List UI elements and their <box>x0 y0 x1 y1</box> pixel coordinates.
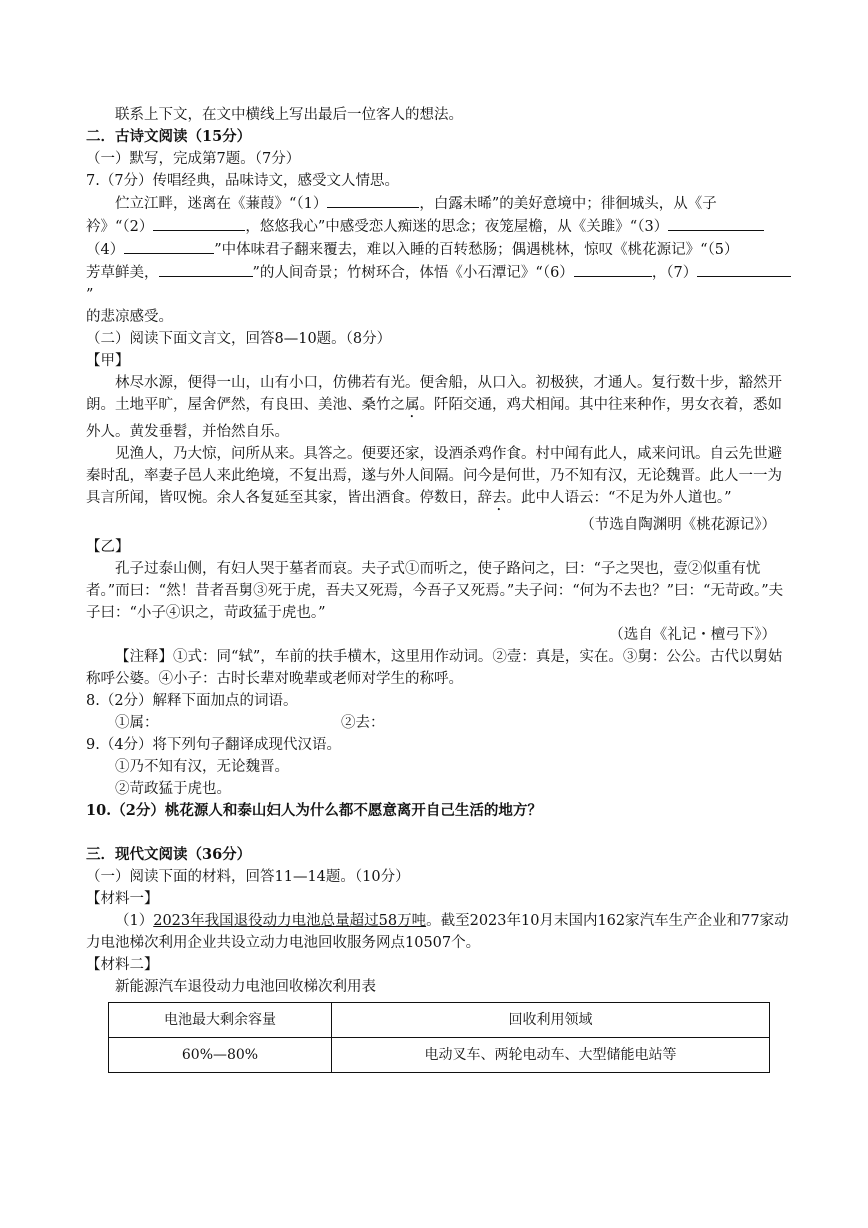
subsection-2-2: （二）阅读下面文言文，回答8—10题。（8分） <box>86 331 392 347</box>
section-3-heading: 三．现代文阅读（36分） <box>86 846 252 863</box>
section-2-heading: 二．古诗文阅读（15分） <box>86 128 252 145</box>
question-7-body: 伫立江畔，迷离在《蒹葭》“（1） ，白露未晞”的美好意境中；徘徊城头，从《子 衿》“（2） ，悠悠我心”中感受恋人痴迷的思念；夜笼屋檐，从《关雎》“（3） （4） ”中体味君子翻来覆去，难以入睡的百转愁肠；偶遇桃林，惊叹《桃花源记》“（5） 芳草鲜美， ”的人间奇景；竹树环合，体悟《小石潭记》“（6） ，（7）” 的悲凉感受。 <box>86 192 792 328</box>
passage-jia-p2: 见渔人，乃大惊，问所从来。具答之。便要还家，设酒杀鸡作食。村中闻有此人，咸来问讯。自云先世避秦时乱，率妻子邑人来此绝境，不复出焉，遂与外人间隔。问今是何世，乃不知有汉，无论魏晋。此人一一为具言所闻，皆叹惋。余人各复延至其家，皆出酒食。停数日，辞去。此中人语云：“不足为外人道也。” <box>86 446 782 506</box>
question-7-title: 7.（7分）传唱经典，品味诗文，感受文人情思。 <box>86 173 400 189</box>
blank-5[interactable] <box>159 261 253 277</box>
table-title: 新能源汽车退役动力电池回收梯次利用表 <box>115 979 376 995</box>
passage-yi-text: 孔子过泰山侧，有妇人哭于墓者而哀。夫子式①而听之，使子路问之，曰：“子之哭也，壹②似重有忧者。”而曰：“然！昔者吾舅③死于虎，吾夫又死焉，今吾子又死焉。”夫子问：“何为不去也？”曰：“无苛政。”夫子曰：“小子④识之，苛政猛于虎也。” <box>86 561 784 621</box>
table-header-row <box>109 1003 770 1038</box>
subsection-3-1: （一）阅读下面的材料，回答11—14题。（10分） <box>86 869 410 885</box>
material-1-text: （1）2023年我国退役动力电池总量超过58万吨。截至2023年10月末国内162家汽车生产企业和77家动力电池梯次利用企业共设立动力电池回收服务网点10507个。 <box>86 913 789 951</box>
table-cell: 60%—80% <box>109 1038 332 1073</box>
battery-table <box>108 1002 770 1073</box>
material-2-label: 【材料二】 <box>86 957 159 973</box>
passage-yi-source: （选自《礼记・檀弓下》） <box>609 627 776 643</box>
table-row <box>109 1038 770 1073</box>
dotted-word-qu: 去 <box>492 490 507 506</box>
blank-1[interactable] <box>327 192 419 208</box>
passage-yi-label: 【乙】 <box>86 539 130 555</box>
question-9: 9.（4分）将下列句子翻译成现代汉语。 <box>86 737 342 753</box>
material-1-label: 【材料一】 <box>86 891 159 907</box>
blank-7[interactable] <box>697 261 791 277</box>
table-header-capacity: 电池最大剩余容量 <box>109 1003 332 1038</box>
annotations: 【注释】①式：同“轼”，车前的扶手横木，这里用作动词。②壹：真是，实在。③舅：公公。古代以舅姑称呼公婆。④小子：古时长辈对晚辈或老师对学生的称呼。 <box>86 649 783 687</box>
question-8-items: ①属： ②去： <box>115 715 385 731</box>
exam-page <box>86 104 792 1073</box>
table-cell: 电动叉车、两轮电动车、大型储能电站等 <box>332 1038 770 1073</box>
passage-jia-label: 【甲】 <box>86 353 130 369</box>
question-8: 8.（2分）解释下面加点的词语。 <box>86 693 298 709</box>
intro-line: 联系上下文，在文中横线上写出最后一位客人的想法。 <box>115 107 463 123</box>
subsection-2-1: （一）默写，完成第7题。（7分） <box>86 151 301 167</box>
blank-6[interactable] <box>574 261 652 277</box>
dotted-word-shu: 属 <box>405 397 420 413</box>
question-10: 10.（2分）桃花源人和泰山妇人为什么都不愿意离开自己生活的地方？ <box>86 802 542 819</box>
blank-3[interactable] <box>668 215 764 231</box>
blank-2[interactable] <box>153 215 245 231</box>
passage-jia-p1: 林尽水源，便得一山，山有小口，仿佛若有光。便舍船，从口入。初极狭，才通人。复行数十步，豁然开朗。土地平旷，屋舍俨然，有良田、美池、桑竹之属。阡陌交通，鸡犬相闻。其中往来种作，男女衣着，悉如外人。黄发垂髫，并怡然自乐。 <box>86 375 782 440</box>
passage-jia-source: （节选自陶渊明《桃花源记》） <box>580 517 776 533</box>
blank-4[interactable] <box>124 238 214 254</box>
table-header-usage: 回收利用领域 <box>332 1003 770 1038</box>
question-9-a: ①乃不知有汉，无论魏晋。 <box>115 759 289 775</box>
question-9-b: ②苛政猛于虎也。 <box>115 781 231 797</box>
